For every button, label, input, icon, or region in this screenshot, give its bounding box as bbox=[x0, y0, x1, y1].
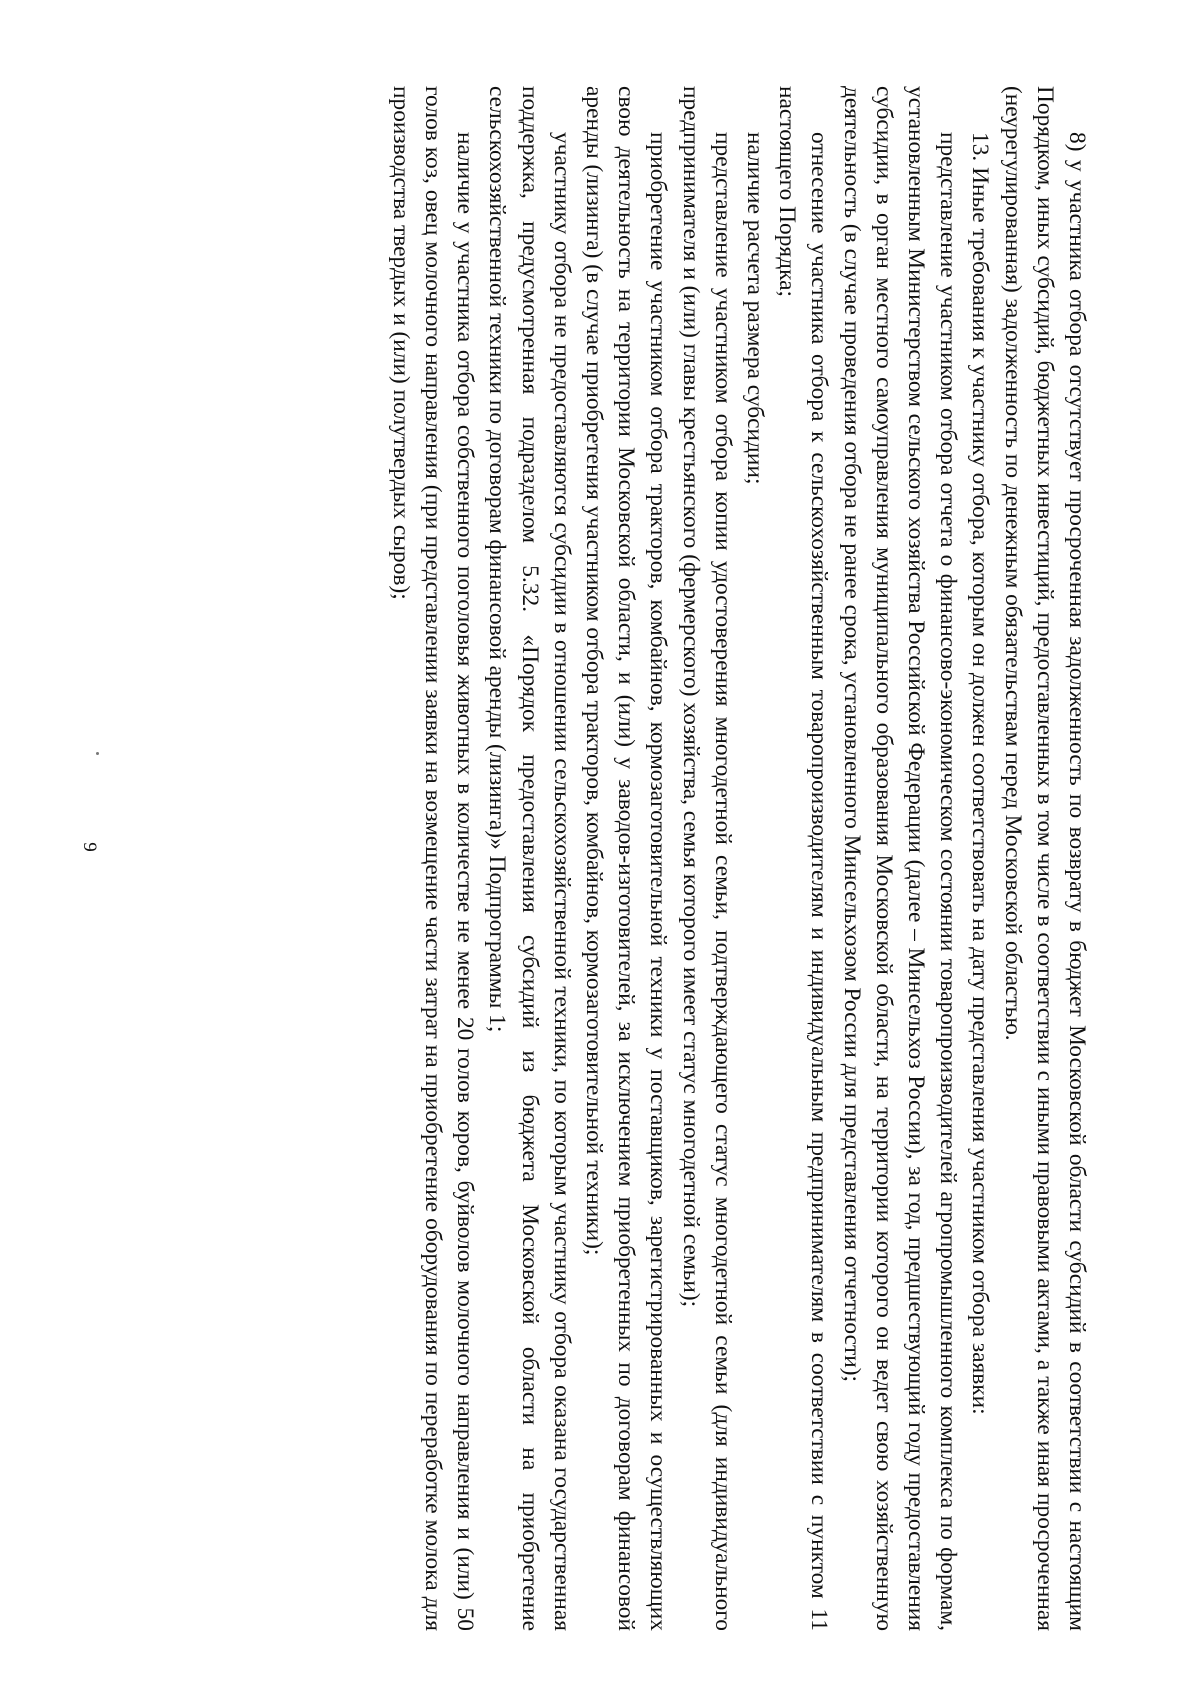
paragraph-producer-status: отнесение участника отбора к сельскохозяйственным товаропроизводителям и индивидуальным предпринимателям в соответствии с пунктом 11 настоящего Порядка; bbox=[774, 86, 833, 1631]
paragraph-financial-report: представление участником отбора отчета о финансово-экономическом состоянии товаропроизводителей агропромышленного комплекса по формам, установленным Министерством сельского хозяйства Российской Федерации (далее – Минсельхоз России), за год, предшествующий году предоставления субсидии, в орган местного самоуправления муниципального образования Московской области, на территории которого он ведет свою хозяйственную деятельность (в случае проведения отбора не ранее срока, установленного Минсельхозом России для представления отчетности); bbox=[838, 86, 962, 1631]
paragraph-no-double-support: участнику отбора не предоставляются субсидии в отношении сельскохозяйственной техники, по которым участнику отбора оказана государственная поддержка, предусмотренная подразделом 5.32. «Порядок предоставления субсидий из бюджета Московской области на приобретение сельскохозяйственной техники по договорам финансовой аренды (лизинга)» Подпрограммы 1; bbox=[484, 86, 575, 1631]
scan-speck bbox=[96, 752, 99, 755]
paragraph-livestock: наличие у участника отбора собственного поголовья животных в количестве не менее 20 голов коров, буйволов молочного направления и (или) 50 голов коз, овец молочного направления (при представлении заявки на возмещение части затрат на приобретение оборудования по переработке молока для производства твердых и (или) полутвердых сыров); bbox=[387, 86, 479, 1631]
paragraph-machinery-purchase: приобретение участником отбора тракторов, комбайнов, кормозаготовительной техники у поставщиков, зарегистрированных и осуществляющих свою деятельность на территории Московской области, и (или) у заводов-изготовителей, за исключением приобретенных по договорам финансовой аренды (лизинга) (в случае приобретения участником отбора тракторов, комбайнов, кормозаготовительной техники); bbox=[580, 86, 672, 1631]
paragraph-clause-13: 13. Иные требования к участнику отбора, которым он должен соответствовать на дату представления участником отбора заявки: bbox=[967, 132, 994, 1415]
paragraph-item-8-no-debt: 8) у участника отбора отсутствует просроченная задолженность по возврату в бюджет Московской области субсидий в соответствии с настоящим Порядком, иных субсидий, бюджетных инвестиций, предоставленных в том числе в соответствии с иными правовыми актами, а также иная просроченная (неурегулированная) задолженность по денежным обязательствам перед Московской областью. bbox=[999, 86, 1090, 1631]
paragraph-large-family: представление участником отбора копии удостоверения многодетной семьи, подтверждающего статус многодетной семьи (для индивидуального предпринимателя и (или) главы крестьянского (фермерского) хозяйства, семья которого имеет статус многодетной семьи); bbox=[677, 86, 736, 1631]
paragraph-subsidy-calculation: наличие расчета размера субсидии; bbox=[741, 132, 768, 485]
page-number: 9 bbox=[78, 842, 100, 852]
page-content bbox=[385, 86, 1093, 1631]
body-text bbox=[385, 86, 1093, 1631]
